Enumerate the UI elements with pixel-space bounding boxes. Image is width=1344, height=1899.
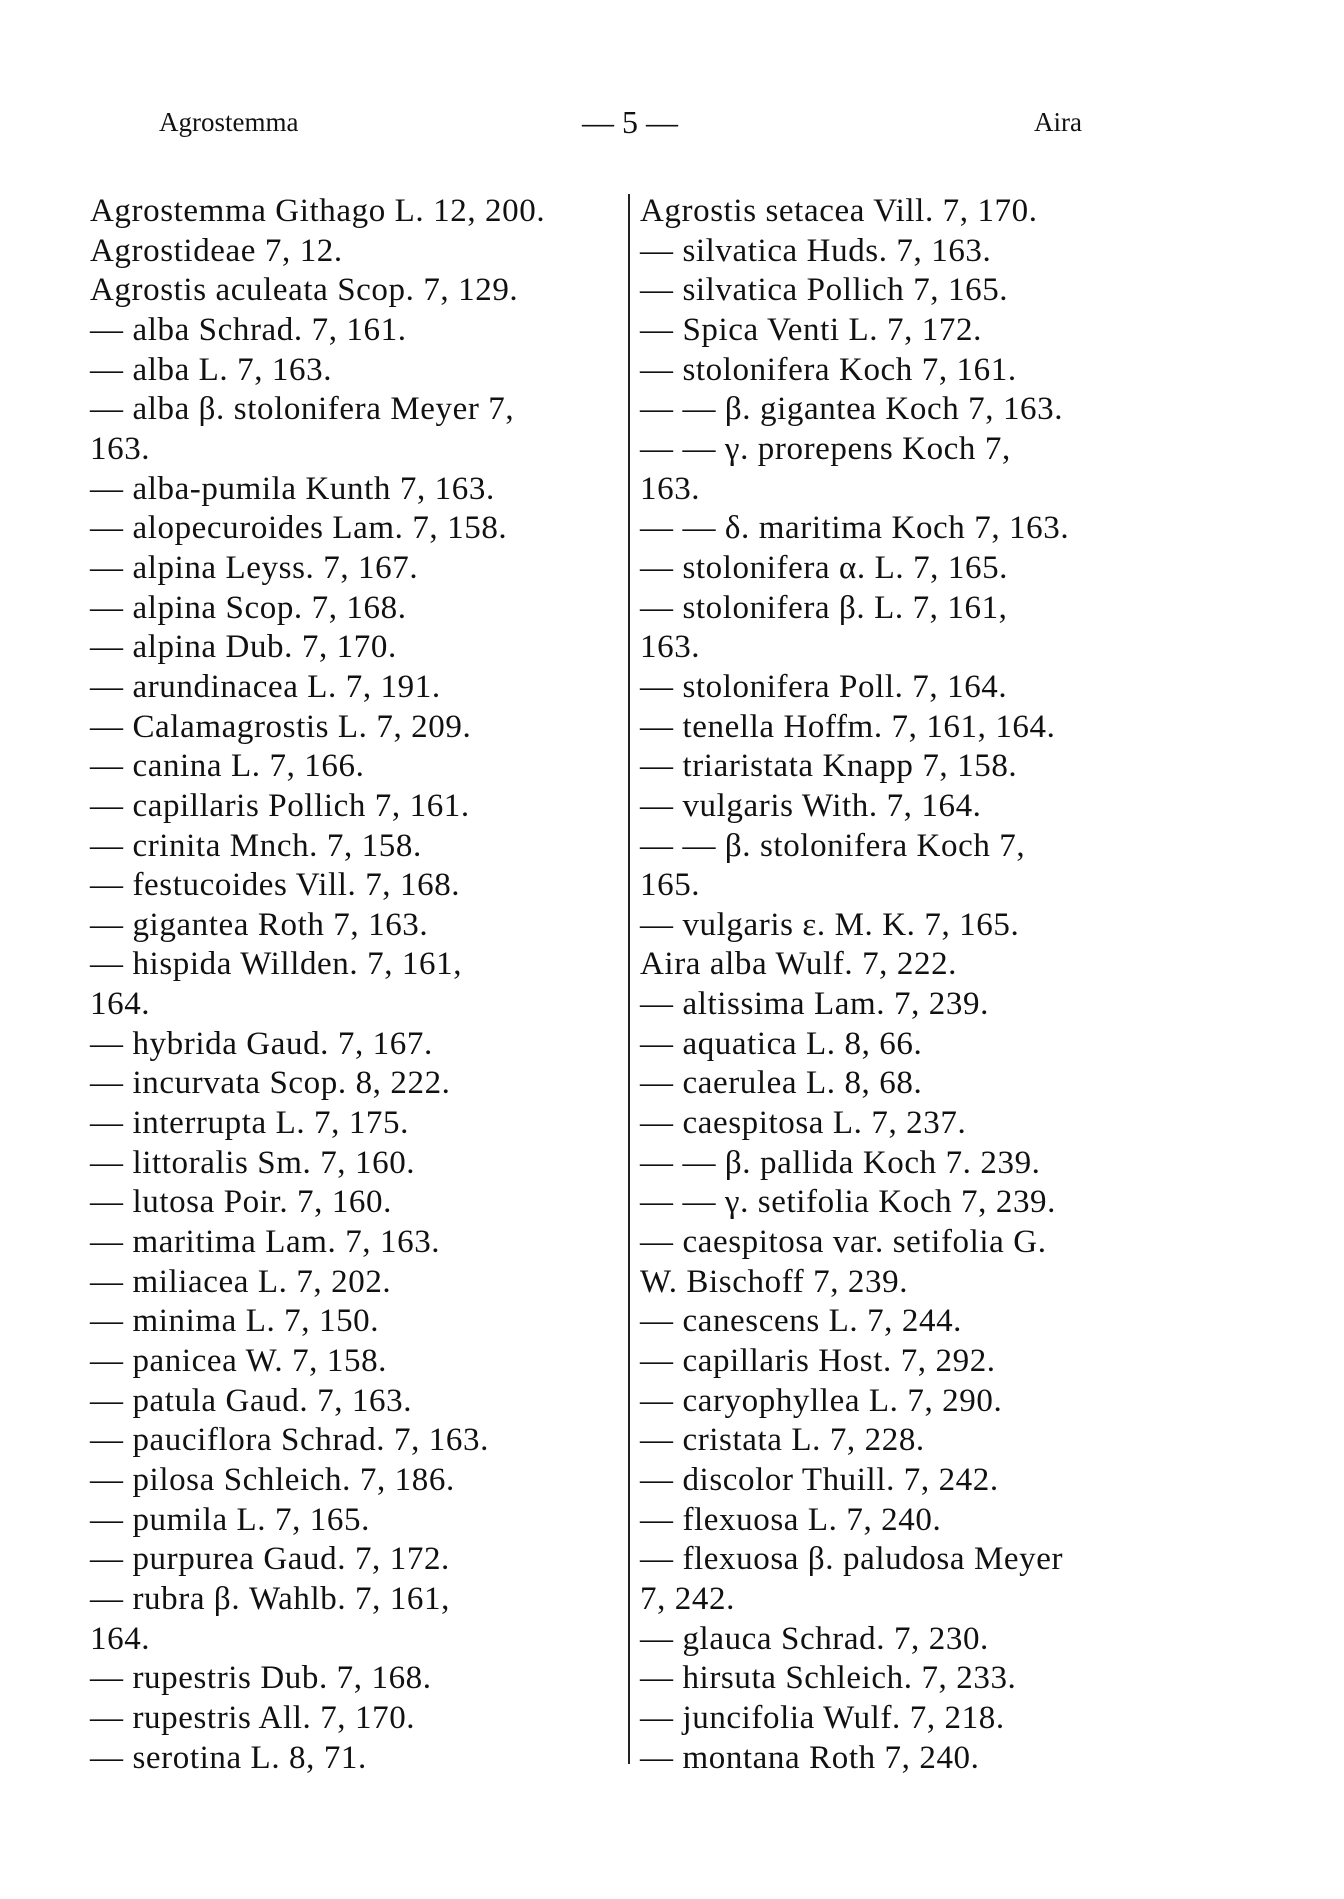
index-entry: — stolonifera β. L. 7, 161,	[640, 589, 1008, 626]
index-entry: — rupestris Dub. 7, 168.	[90, 1660, 432, 1697]
index-entry: 163.	[640, 470, 701, 507]
index-entry: — montana Roth 7, 240.	[640, 1739, 980, 1776]
index-entry: — littoralis Sm. 7, 160.	[90, 1144, 416, 1181]
index-entry: 164.	[90, 986, 151, 1023]
index-entry: — — γ. setifolia Koch 7, 239.	[640, 1184, 1057, 1221]
index-entry: — lutosa Poir. 7, 160.	[90, 1184, 392, 1221]
page-number: — 5 —	[582, 104, 678, 140]
index-entry: 163.	[640, 629, 701, 666]
index-entry: W. Bischoff 7, 239.	[640, 1263, 909, 1300]
index-entry: — arundinacea L. 7, 191.	[90, 668, 441, 705]
index-entry: — interrupta L. 7, 175.	[90, 1105, 409, 1142]
index-entry: — caespitosa var. setifolia G.	[640, 1224, 1047, 1261]
index-entry: — glauca Schrad. 7, 230.	[640, 1620, 989, 1657]
index-entry: Agrostideae 7, 12.	[90, 232, 343, 269]
index-entry: 163.	[90, 430, 151, 467]
index-entry: — — β. gigantea Koch 7, 163.	[640, 391, 1064, 428]
index-entry: — cristata L. 7, 228.	[640, 1422, 925, 1459]
index-entry: Agrostis aculeata Scop. 7, 129.	[90, 272, 519, 309]
index-entry: — crinita Mnch. 7, 158.	[90, 827, 422, 864]
running-head-right: Aira	[1034, 107, 1082, 137]
index-entry: — triaristata Knapp 7, 158.	[640, 748, 1018, 785]
index-entry: — capillaris Host. 7, 292.	[640, 1343, 996, 1380]
index-entry: — altissima Lam. 7, 239.	[640, 986, 989, 1023]
index-entry: 165.	[640, 867, 701, 904]
index-entry: — panicea W. 7, 158.	[90, 1343, 388, 1380]
index-entry: Agrostemma Githago L. 12, 200.	[90, 193, 546, 229]
left-index-column	[90, 192, 620, 1778]
index-entry: — minima L. 7, 150.	[90, 1303, 380, 1340]
index-entry: — rubra β. Wahlb. 7, 161,	[90, 1580, 450, 1617]
index-entry: — tenella Hoffm. 7, 161, 164.	[640, 708, 1056, 745]
index-entry: 7, 242.	[640, 1580, 735, 1617]
index-entry: — aquatica L. 8, 66.	[640, 1025, 923, 1062]
index-entry: — vulgaris With. 7, 164.	[640, 787, 982, 824]
index-entry: 164.	[90, 1620, 151, 1657]
index-entry: Agrostis setacea Vill. 7, 170.	[640, 193, 1038, 229]
index-entry: — Spica Venti L. 7, 172.	[640, 311, 982, 348]
index-entry: — caryophyllea L. 7, 290.	[640, 1382, 1003, 1419]
index-entry: — — β. stolonifera Koch 7,	[640, 827, 1026, 864]
index-entry: — canina L. 7, 166.	[90, 748, 365, 785]
index-entry: Aira alba Wulf. 7, 222.	[640, 946, 958, 983]
index-entry: — miliacea L. 7, 202.	[90, 1263, 392, 1300]
column-divider	[628, 194, 630, 1764]
index-entry: — hirsuta Schleich. 7, 233.	[640, 1660, 1017, 1697]
index-entry: — pilosa Schleich. 7, 186.	[90, 1462, 455, 1498]
index-entry: — juncifolia Wulf. 7, 218.	[640, 1699, 1005, 1736]
index-entry: — alba β. stolonifera Meyer 7,	[90, 391, 515, 428]
index-entry: — maritima Lam. 7, 163.	[90, 1224, 441, 1261]
index-entry: — vulgaris ε. M. K. 7, 165.	[640, 906, 1020, 943]
index-entry: — stolonifera Koch 7, 161.	[640, 351, 1017, 388]
index-entry: — alopecuroides Lam. 7, 158.	[90, 510, 508, 547]
index-entry: — silvatica Pollich 7, 165.	[640, 272, 1009, 309]
index-entry: — capillaris Pollich 7, 161.	[90, 787, 470, 824]
index-entry: — patula Gaud. 7, 163.	[90, 1382, 413, 1419]
index-entry: — flexuosa L. 7, 240.	[640, 1501, 942, 1538]
index-entry: — gigantea Roth 7, 163.	[90, 906, 429, 943]
index-entry: — hispida Willden. 7, 161,	[90, 946, 463, 983]
index-entry: — stolonifera Poll. 7, 164.	[640, 668, 1008, 705]
index-entry: — discolor Thuill. 7, 242.	[640, 1462, 999, 1498]
running-head-left: Agrostemma	[159, 107, 299, 137]
index-entry: — canescens L. 7, 244.	[640, 1303, 963, 1340]
index-entry: — — β. pallida Koch 7. 239.	[640, 1144, 1041, 1181]
index-entry: — alba-pumila Kunth 7, 163.	[90, 470, 495, 507]
index-entry: — — δ. maritima Koch 7, 163.	[640, 510, 1070, 547]
index-entry: — — γ. prorepens Koch 7,	[640, 430, 1011, 467]
index-entry: — serotina L. 8, 71.	[90, 1739, 367, 1776]
index-entry: — pauciflora Schrad. 7, 163.	[90, 1422, 489, 1459]
right-index-column	[640, 192, 1170, 1778]
index-entry: — flexuosa β. paludosa Meyer	[640, 1541, 1064, 1578]
index-entry: — alpina Scop. 7, 168.	[90, 589, 407, 626]
index-entry: — caerulea L. 8, 68.	[640, 1065, 923, 1102]
index-entry: — alpina Leyss. 7, 167.	[90, 549, 419, 586]
index-entry: — stolonifera α. L. 7, 165.	[640, 549, 1009, 586]
index-entry: — alba Schrad. 7, 161.	[90, 311, 407, 348]
index-entry: — silvatica Huds. 7, 163.	[640, 232, 992, 269]
index-entry: — purpurea Gaud. 7, 172.	[90, 1541, 450, 1578]
index-entry: — hybrida Gaud. 7, 167.	[90, 1025, 433, 1062]
index-entry: — pumila L. 7, 165.	[90, 1501, 370, 1538]
index-entry: — Calamagrostis L. 7, 209.	[90, 708, 472, 745]
index-entry: — alba L. 7, 163.	[90, 351, 333, 388]
index-entry: — incurvata Scop. 8, 222.	[90, 1065, 451, 1102]
index-entry: — rupestris All. 7, 170.	[90, 1699, 416, 1736]
index-entry: — caespitosa L. 7, 237.	[640, 1105, 967, 1142]
index-entry: — alpina Dub. 7, 170.	[90, 629, 397, 666]
index-entry: — festucoides Vill. 7, 168.	[90, 867, 461, 904]
